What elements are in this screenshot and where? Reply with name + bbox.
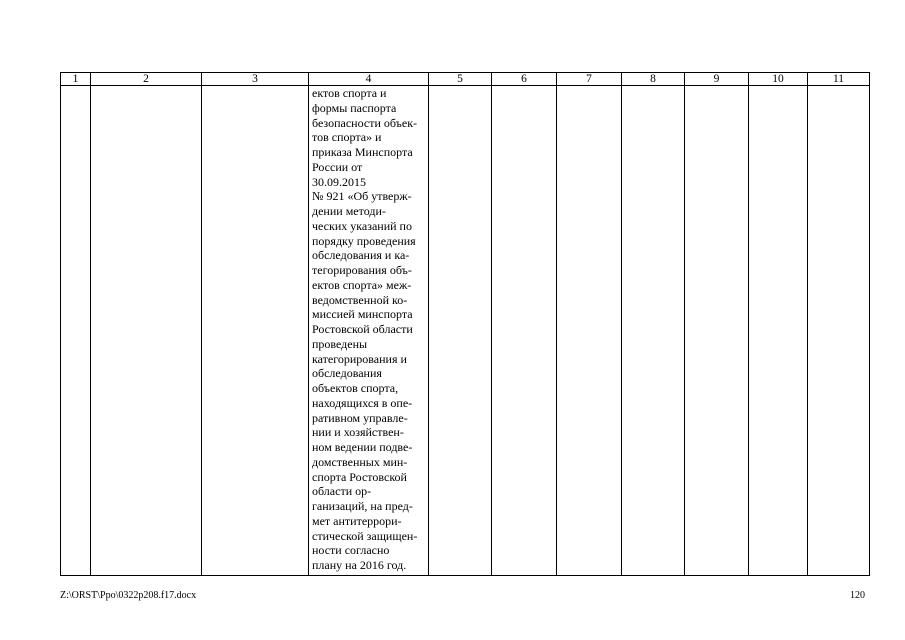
cell-text-line: ном ведении подве- bbox=[312, 440, 413, 454]
cell-text-line: категорирования и bbox=[312, 351, 407, 366]
cell-text-line: домственных мин- bbox=[312, 454, 408, 469]
col-header-4: 4 bbox=[309, 73, 429, 86]
col-header-1: 1 bbox=[61, 73, 91, 86]
cell-col-6 bbox=[492, 86, 557, 576]
cell-text-line: мет антитеррори- bbox=[312, 513, 402, 528]
cell-text-line: области ор- bbox=[312, 484, 372, 499]
cell-text-line: ности согласно bbox=[312, 543, 390, 558]
col-header-10: 10 bbox=[749, 73, 808, 86]
col-header-7: 7 bbox=[557, 73, 622, 86]
cell-col-11 bbox=[808, 86, 870, 576]
cell-text-line: обследования bbox=[312, 366, 382, 381]
header-row bbox=[61, 73, 870, 86]
col-header-2: 2 bbox=[91, 73, 202, 86]
cell-col-4-text bbox=[309, 86, 428, 573]
cell-text-line: объектов спорта, bbox=[312, 381, 399, 395]
cell-text-line: находящихся в опе- bbox=[312, 395, 413, 410]
cell-text-line: дении методи- bbox=[312, 204, 386, 218]
col-header-6: 6 bbox=[492, 73, 557, 86]
cell-text-line: порядку проведения bbox=[312, 233, 416, 248]
cell-text-line: Ростовской области bbox=[312, 322, 413, 336]
cell-text-line: ративном управле- bbox=[312, 410, 408, 425]
cell-text-line: миссией минспорта bbox=[312, 307, 413, 322]
cell-col-5 bbox=[429, 86, 492, 576]
cell-text-line: проведены bbox=[312, 336, 368, 351]
table-row bbox=[61, 86, 870, 576]
cell-text-line: стической защищен- bbox=[312, 528, 418, 543]
cell-text-line: 30.09.2015 bbox=[312, 174, 366, 189]
cell-text-line: приказа Минспорта bbox=[312, 145, 413, 159]
cell-text-line: ектов спорта и bbox=[312, 86, 387, 100]
cell-text-line: тегорирования объ- bbox=[312, 263, 412, 277]
col-header-9: 9 bbox=[685, 73, 749, 86]
cell-text-line: ческих указаний по bbox=[312, 218, 412, 233]
cell-text-line: спорта Ростовской bbox=[312, 469, 407, 484]
cell-col-8 bbox=[622, 86, 685, 576]
cell-text-line: нии и хозяйствен- bbox=[312, 425, 404, 440]
footer-file-path: Z:\ORST\Ppo\0322p208.f17.docx bbox=[60, 590, 197, 601]
cell-text-line: формы паспорта bbox=[312, 100, 397, 115]
cell-col-4 bbox=[309, 86, 429, 576]
page-number: 120 bbox=[850, 590, 865, 601]
data-table bbox=[60, 72, 870, 576]
cell-col-9 bbox=[685, 86, 749, 576]
cell-text-line: безопасности объек- bbox=[312, 115, 418, 130]
cell-col-2 bbox=[91, 86, 202, 576]
cell-text-line: обследования и ка- bbox=[312, 248, 410, 263]
cell-text-line: ведомственной ко- bbox=[312, 292, 408, 307]
cell-col-3 bbox=[202, 86, 309, 576]
col-header-8: 8 bbox=[622, 73, 685, 86]
cell-text-line: ганизаций, на пред- bbox=[312, 499, 413, 513]
cell-text-line: ектов спорта» меж- bbox=[312, 277, 412, 292]
cell-text-line: № 921 «Об утверж- bbox=[312, 189, 412, 204]
cell-col-1 bbox=[61, 86, 91, 576]
cell-col-7 bbox=[557, 86, 622, 576]
cell-text-line: России от bbox=[312, 159, 363, 174]
col-header-11: 11 bbox=[808, 73, 870, 86]
col-header-3: 3 bbox=[202, 73, 309, 86]
cell-col-10 bbox=[749, 86, 808, 576]
cell-text-line: тов спорта» и bbox=[312, 130, 382, 145]
cell-text-line: плану на 2016 год. bbox=[312, 558, 407, 572]
col-header-5: 5 bbox=[429, 73, 492, 86]
